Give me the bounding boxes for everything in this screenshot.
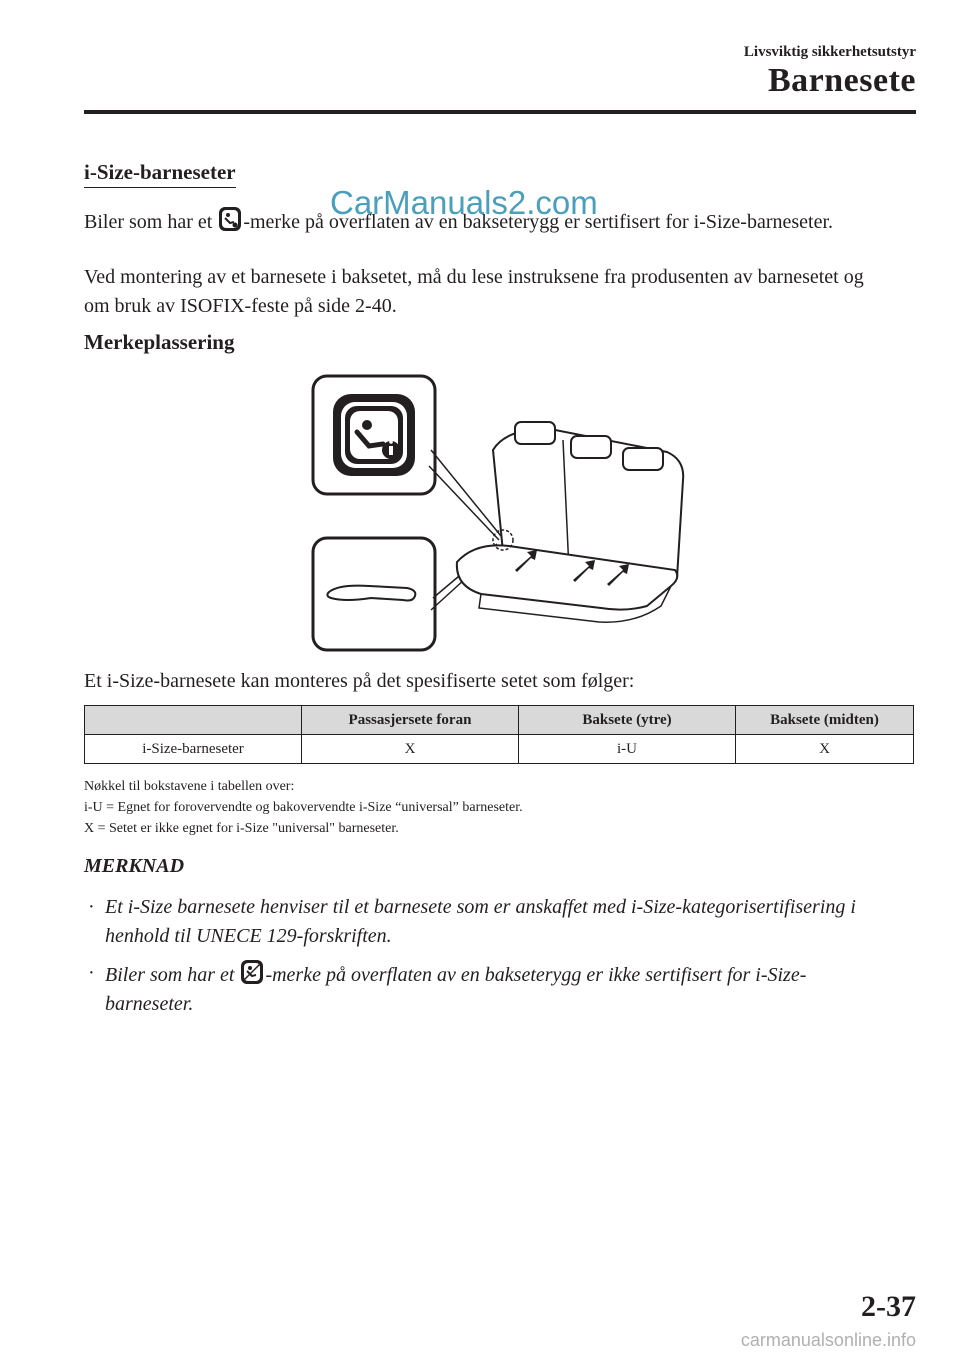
- table-cell: X: [302, 735, 519, 764]
- header-rule: [84, 110, 916, 114]
- table-header-row: [85, 706, 914, 735]
- section-title: i-Size-barneseter: [84, 160, 236, 188]
- anchor-callout: [313, 538, 435, 650]
- paragraph-mounting: Ved montering av et barnesete i baksetet, må du lese instruksene fra produsenten av barnesetet og om bruk av ISOFIX-feste på side 2-40.: [84, 266, 864, 317]
- bullet-icon: ·: [88, 962, 95, 984]
- chapter-title: Livsviktig sikkerhetsutstyr: [743, 44, 916, 60]
- seat-illustration: [305, 370, 695, 655]
- table-notes: [84, 776, 523, 839]
- badge-callout: [313, 376, 435, 494]
- rear-seat: [457, 422, 683, 622]
- list-item: [84, 959, 884, 1019]
- table-header-cell: Passasjersete foran: [302, 706, 519, 735]
- note-line: Nøkkel til bokstavene i tabellen over:: [84, 779, 295, 794]
- page-title: Barnesete: [767, 62, 916, 99]
- table-cell: X: [736, 735, 914, 764]
- isize-badge-crossed-icon: [240, 959, 264, 985]
- paragraph-table-intro: Et i-Size-barnesete kan monteres på det spesifiserte setet som følger:: [84, 670, 635, 692]
- table-row: [85, 735, 914, 764]
- note-line: X = Setet er ikke egnet for i-Size "universal" barneseter.: [84, 821, 399, 836]
- footer-watermark: carmanualsonline.info: [740, 1330, 916, 1350]
- paragraph-text: Biler som har et: [84, 211, 218, 233]
- note-line: i-U = Egnet for forovervendte og bakovervendte i-Size “universal” barneseter.: [84, 800, 523, 815]
- subsection-title: Merkeplassering: [84, 330, 235, 354]
- note-heading: MERKNAD: [84, 855, 185, 877]
- list-item-text: Biler som har et: [105, 964, 240, 986]
- note-list: [84, 893, 884, 1027]
- seating-table: [84, 705, 914, 764]
- table-cell: i-Size-barneseter: [85, 735, 302, 764]
- page-number: 2-37: [861, 1290, 916, 1323]
- isize-badge-icon: [218, 206, 242, 232]
- list-item-text: -merke på overflaten av en bakseterygg er ikke sertifisert for i-Size-barneseter.: [105, 964, 807, 1015]
- list-item-text: Et i-Size barnesete henviser til et barnesete som er anskaffet med i-Size-kategorisertifisering i henhold til UNECE 129-forskriften.: [105, 896, 856, 947]
- watermark: CarManuals2.com: [330, 184, 598, 221]
- table-cell: i-U: [519, 735, 736, 764]
- table-header-cell: Baksete (midten): [736, 706, 914, 735]
- table-header-cell: [85, 706, 302, 735]
- bullet-icon: ·: [88, 896, 95, 918]
- list-item: [84, 893, 884, 951]
- table-header-cell: Baksete (ytre): [519, 706, 736, 735]
- paragraph-text: -merke på overflaten av en bakseterygg er sertifisert for i-Size-barneseter.: [243, 211, 834, 233]
